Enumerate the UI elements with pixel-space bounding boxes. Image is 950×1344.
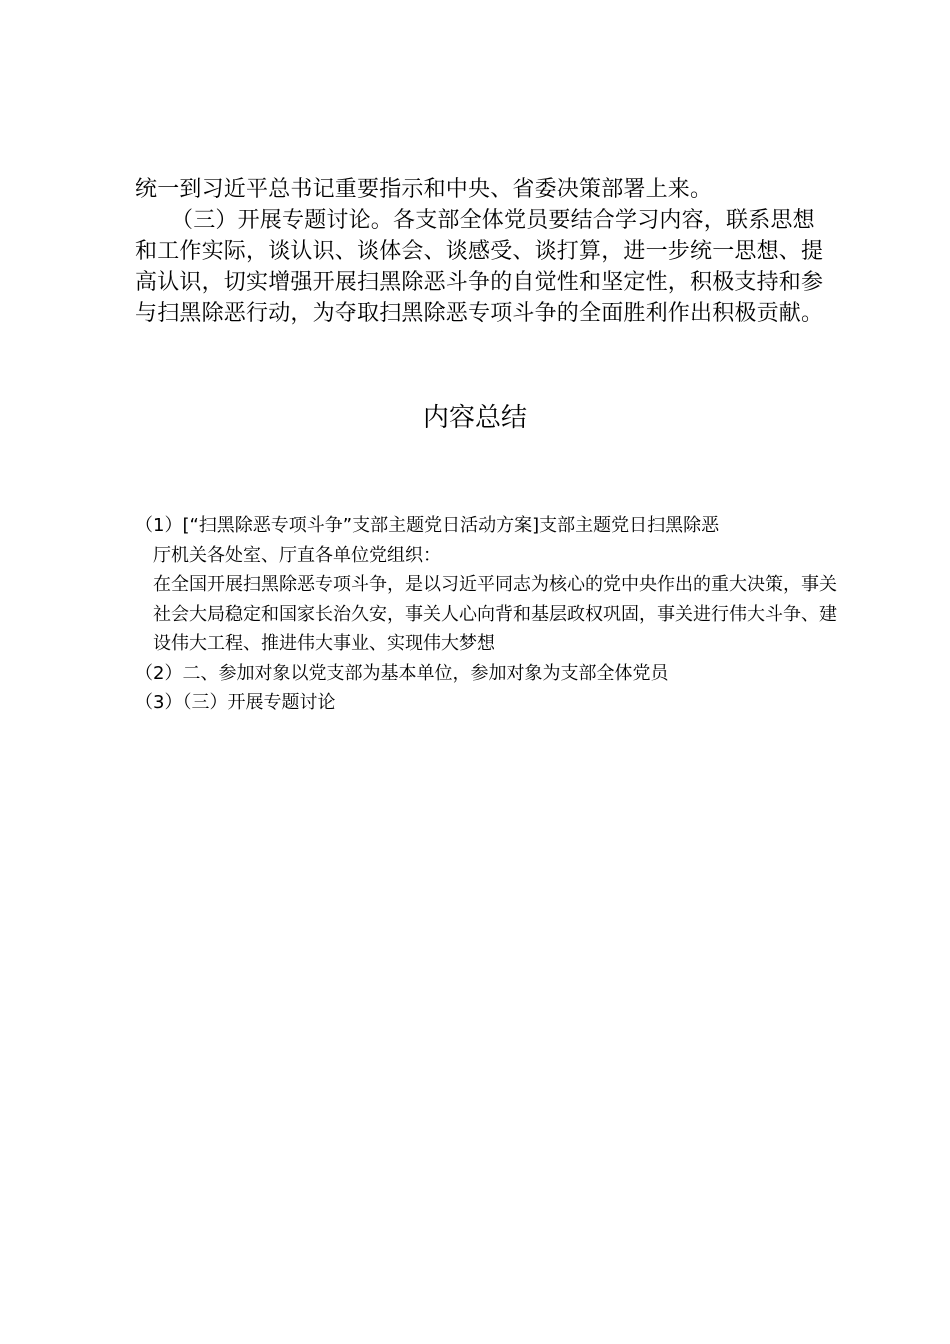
summary-item-1-title: （1）[“扫黑除恶专项斗争”支部主题党日活动方案]支部主题党日扫黑除恶 (135, 515, 720, 536)
summary-heading: 内容总结 (422, 403, 527, 433)
summary-item-1-line-2: 厅机关各处室、厅直各单位党组织： (153, 544, 441, 566)
body-paragraph-1: 统一到习近平总书记重要指示和中央、省委决策部署上来。 (135, 177, 713, 202)
summary-item-1-line-3: 在全国开展扫黑除恶专项斗争，是以习近平同志为核心的党中央作出的重大决策，事关社会大局稳定和国家长治久安，事关人心向背和基层政权巩固，事关进行伟大斗争、建设伟大工程、推进伟大事业、实现伟大梦想 (153, 574, 837, 654)
body-paragraph-2 (135, 205, 835, 329)
summary-item-2: （2）二、参加对象以党支部为基本单位，参加对象为支部全体党员 (135, 662, 669, 684)
summary-item-3: （3）（三）开展专题讨论 (135, 692, 336, 713)
body-paragraph-2-text: （三）开展专题讨论。各支部全体党员要结合学习内容，联系思想和工作实际，谈认识、谈体会、谈感受、谈打算，进一步统一思想、提高认识，切实增强开展扫黑除恶斗争的自觉性和坚定性，积极支持和参与扫黑除恶行动，为夺取扫黑除恶专项斗争的全面胜利作出积极贡献。 (135, 208, 824, 326)
summary-section (135, 511, 850, 718)
